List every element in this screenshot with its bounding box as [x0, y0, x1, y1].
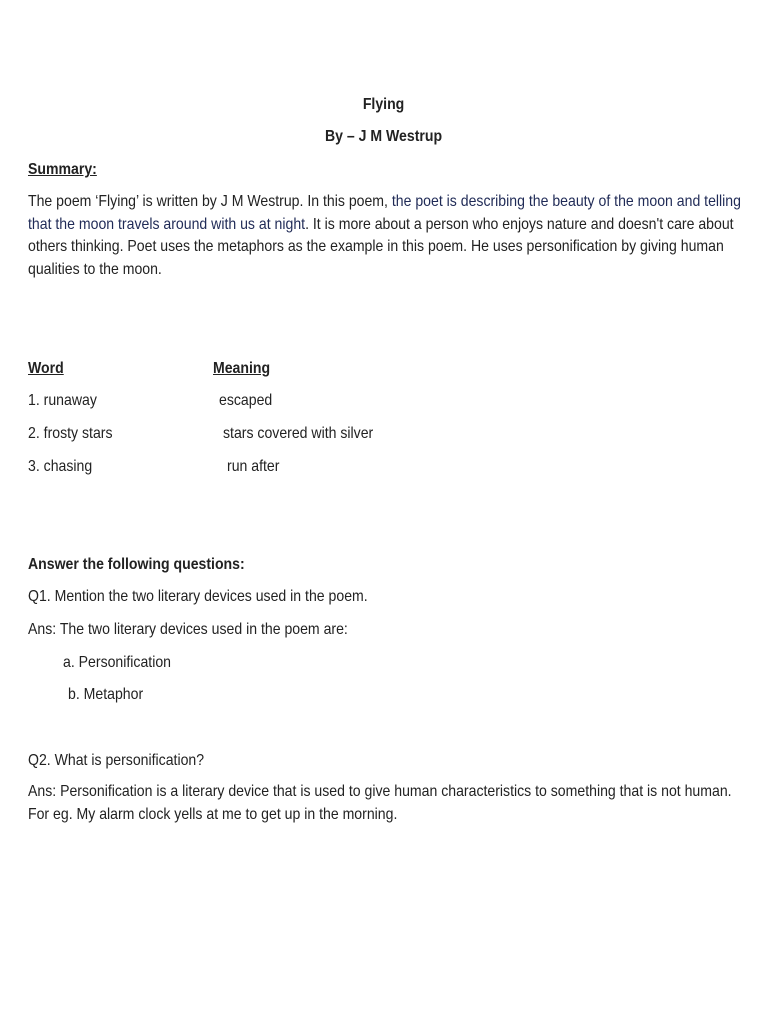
- summary-heading: Summary:: [28, 161, 97, 178]
- word-row-1-meaning: escaped: [219, 392, 273, 409]
- questions-heading: Answer the following questions:: [28, 556, 245, 573]
- q1-question: Q1. Mention the two literary devices used in the poem.: [28, 588, 368, 605]
- word-row-2-word: 2. frosty stars: [28, 425, 113, 442]
- author-line-text: By – J M Westrup: [325, 128, 443, 145]
- poem-title-text: Flying: [363, 96, 405, 113]
- word-column-header: Word: [28, 360, 64, 377]
- author-line: [0, 125, 768, 148]
- summary-text-start: The poem ‘Flying’ is written by J M Westrup. In this poem,: [28, 193, 392, 210]
- word-row-2-meaning: stars covered with silver: [223, 425, 374, 442]
- summary-text-end: . It is more about a person who enjoys nature and doesn't care about others thinking. Poet uses the metaphors as the example in this poem. He uses personification by giving human qualities to the moon.: [28, 215, 734, 278]
- word-row-1-word: 1. runaway: [28, 392, 97, 409]
- poem-title: [0, 93, 768, 116]
- meaning-column-header: Meaning: [213, 360, 271, 377]
- q2-answer: Ans: Personification is a literary device that is used to give human characteristics to something that is not human. For eg. My alarm clock yells at me to get up in the morning.: [28, 783, 732, 823]
- word-row-3-meaning: run after: [227, 458, 280, 475]
- q1-answer-item-b: b. Metaphor: [68, 686, 144, 703]
- summary-highlight: the poet is describing the beauty of the moon and telling that the moon travels around with us at night: [28, 193, 741, 233]
- q2-question: Q2. What is personification?: [28, 752, 205, 769]
- summary-paragraph: [28, 191, 743, 281]
- q1-answer: Ans: The two literary devices used in the poem are:: [28, 621, 348, 638]
- q1-answer-item-a: a. Personification: [63, 654, 172, 671]
- word-row-3-word: 3. chasing: [28, 458, 93, 475]
